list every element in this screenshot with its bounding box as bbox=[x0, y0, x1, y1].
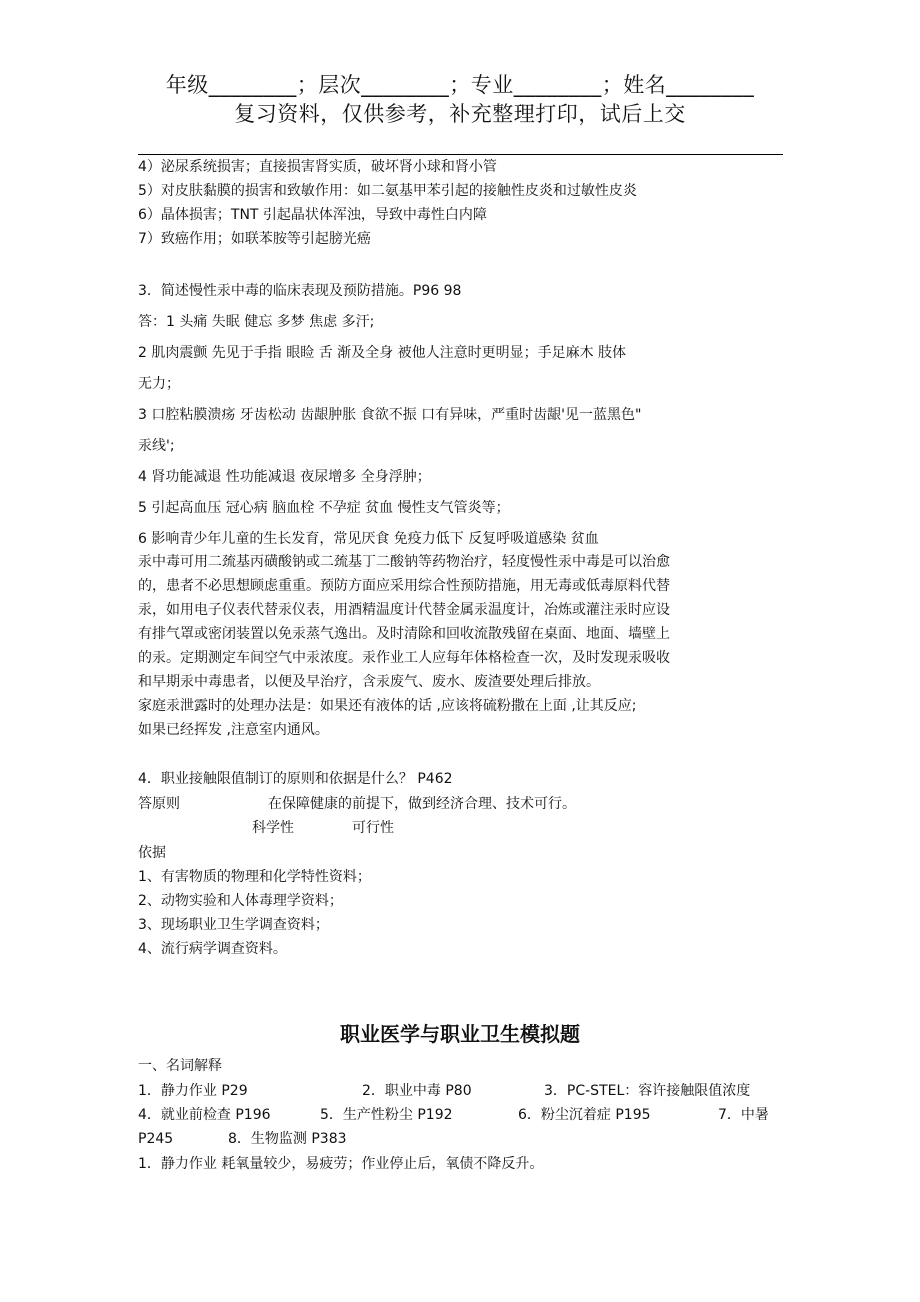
term-item: 1．静力作业 P29 bbox=[138, 1083, 248, 1099]
principle-text: 在保障健康的前提下，做到经济合理、技术可行。 bbox=[268, 796, 576, 812]
basis-label: 依据 bbox=[138, 845, 166, 861]
paragraph-line: 家庭汞泄露时的处理办法是：如果还有液体的话 ,应该将硫粉撒在上面 ,让其反应; bbox=[138, 698, 637, 714]
paragraph-line: 汞，如用电子仪表代替汞仪表，用酒精温度计代替金属汞温度计，冶炼或灌注汞时应设 bbox=[138, 602, 670, 618]
header-note: 复习资料，仅供参考，补充整理打印，试后上交 bbox=[234, 102, 686, 126]
question-3: 3．简述慢性汞中毒的临床表现及预防措施。P96 98 bbox=[138, 283, 462, 299]
term-item: 2．职业中毒 P80 bbox=[362, 1083, 472, 1099]
section-heading: 一、名词解释 bbox=[138, 1058, 222, 1074]
paragraph-line: 的汞。定期测定车间空气中汞浓度。汞作业工人应每年体格检查一次，及时发现汞吸收 bbox=[138, 650, 670, 666]
paragraph-line: 和早期汞中毒患者，以便及早治疗，含汞废气、废水、废渣要处理后排放。 bbox=[138, 674, 600, 690]
paragraph-line: 如果已经挥发 ,注意室内通风。 bbox=[138, 722, 329, 738]
answer-line: 4 肾功能减退 性功能减退 夜尿增多 全身浮肿； bbox=[138, 469, 431, 485]
term-item: 7．中暑 bbox=[718, 1107, 769, 1123]
answer-line: 2 肌肉震颤 先见于手指 眼睑 舌 渐及全身 被他人注意时更明显；手足麻木 肢体 bbox=[138, 345, 627, 361]
principle-sub: 可行性 bbox=[352, 820, 394, 836]
header-info-line: 年级________；层次________；专业________；姓名________ bbox=[165, 73, 755, 97]
basis-item: 4、流行病学调查资料。 bbox=[138, 941, 287, 957]
answer-line: 5 引起高血压 冠心病 脑血栓 不孕症 贫血 慢性支气管炎等； bbox=[138, 500, 510, 516]
term-item: 8．生物监测 P383 bbox=[228, 1131, 347, 1147]
term-item-continued: P245 bbox=[138, 1131, 174, 1147]
exam-title: 职业医学与职业卫生模拟题 bbox=[340, 1022, 580, 1046]
paragraph-line: 的，患者不必思想顾虑重重。预防方面应采用综合性预防措施，用无毒或低毒原料代替 bbox=[138, 578, 670, 594]
list-item: 4）泌尿系统损害；直接损害肾实质，破坏肾小球和肾小管 bbox=[138, 159, 497, 175]
question-4: 4．职业接触限值制订的原则和依据是什么？ P462 bbox=[138, 771, 453, 787]
term-item: 4．就业前检查 P196 bbox=[138, 1107, 271, 1123]
answer-line: 无力； bbox=[138, 376, 180, 392]
basis-item: 3、现场职业卫生学调查资料； bbox=[138, 917, 329, 933]
basis-item: 2、动物实验和人体毒理学资料； bbox=[138, 893, 343, 909]
list-item: 6）晶体损害；TNT 引起晶状体浑浊，导致中毒性白内障 bbox=[138, 207, 487, 223]
answer-line: 汞线'; bbox=[138, 438, 175, 454]
principle-sub: 科学性 bbox=[252, 820, 294, 836]
answer-line: 答：1 头痛 失眠 健忘 多梦 焦虑 多汗; bbox=[138, 314, 375, 330]
term-item: 6．粉尘沉着症 P195 bbox=[518, 1107, 651, 1123]
paragraph-line: 有排气罩或密闭装置以免汞蒸气逸出。及时清除和回收流散残留在桌面、地面、墙壁上 bbox=[138, 626, 670, 642]
list-item: 5）对皮肤黏膜的损害和致敏作用：如二氨基甲苯引起的接触性皮炎和过敏性皮炎 bbox=[138, 183, 637, 199]
answer-line: 1．静力作业 耗氧量较少，易疲劳；作业停止后，氧债不降反升。 bbox=[138, 1156, 544, 1172]
basis-item: 1、有害物质的物理和化学特性资料； bbox=[138, 869, 371, 885]
term-item: 3．PC-STEL：容许接触限值浓度 bbox=[544, 1083, 751, 1099]
answer-line: 3 口腔粘膜溃疡 牙齿松动 齿龈肿胀 食欲不振 口有异味，严重时齿龈'见一蓝黑色" bbox=[138, 407, 642, 423]
header-rule bbox=[138, 154, 783, 155]
paragraph-line: 汞中毒可用二巯基丙磺酸钠或二巯基丁二酸钠等药物治疗，轻度慢性汞中毒是可以治愈 bbox=[138, 554, 670, 570]
principle-label: 答原则 bbox=[138, 796, 180, 812]
answer-line: 6 影响青少年儿童的生长发育，常见厌食 免疫力低下 反复呼吸道感染 贫血 bbox=[138, 531, 599, 547]
term-item: 5．生产性粉尘 P192 bbox=[320, 1107, 453, 1123]
list-item: 7）致癌作用；如联苯胺等引起膀光癌 bbox=[138, 231, 371, 247]
